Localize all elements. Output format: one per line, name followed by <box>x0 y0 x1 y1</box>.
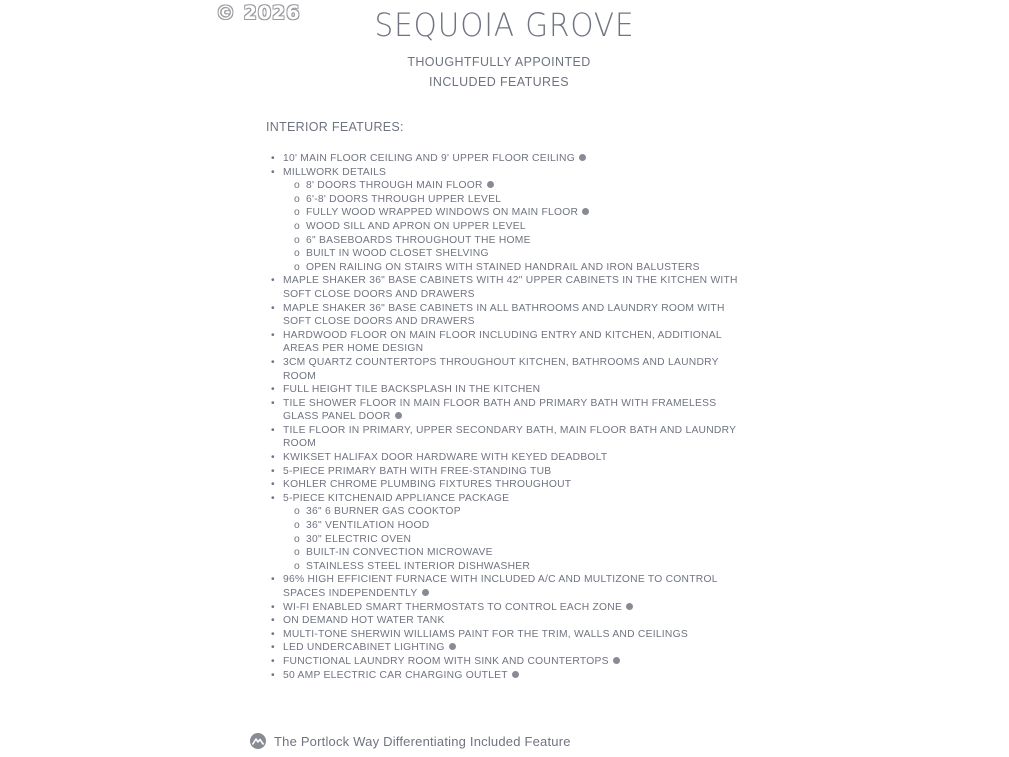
bullet-marker: • <box>271 153 275 164</box>
feature-text: 5-PIECE KITCHENAID APPLIANCE PACKAGE <box>283 492 510 504</box>
feature-text: 8' DOORS THROUGH MAIN FLOOR <box>306 180 483 192</box>
feature-item <box>271 465 751 479</box>
feature-text: 30" ELECTRIC OVEN <box>306 533 412 545</box>
bullet-marker: • <box>271 424 275 436</box>
feature-text: KOHLER CHROME PLUMBING FIXTURES THROUGHOUT <box>283 479 572 491</box>
bullet-marker: • <box>271 302 275 314</box>
subtitle-line-1: THOUGHTFULLY APPOINTED <box>407 55 591 69</box>
feature-item <box>271 641 751 655</box>
bullet-marker: • <box>271 642 275 654</box>
bullet-marker: • <box>271 397 275 409</box>
feature-sub-item <box>271 505 751 519</box>
bullet-marker: • <box>271 166 275 178</box>
feature-item <box>271 573 751 600</box>
bullet-marker: • <box>271 384 275 396</box>
feature-text: MILLWORK DETAILS <box>283 166 387 178</box>
feature-text: TILE FLOOR IN PRIMARY, UPPER SECONDARY BATH, MAIN FLOOR BATH AND LAUNDRY ROOM <box>283 424 737 450</box>
feature-text: KWIKSET HALIFAX DOOR HARDWARE WITH KEYED DEADBOLT <box>283 452 608 464</box>
feature-text: 6'-8' DOORS THROUGH UPPER LEVEL <box>306 193 502 205</box>
feature-item <box>271 397 751 424</box>
footer-legend <box>250 733 571 749</box>
feature-text: STAINLESS STEEL INTERIOR DISHWASHER <box>306 560 531 572</box>
feature-sub-item <box>271 247 751 261</box>
feature-text: ON DEMAND HOT WATER TANK <box>283 615 445 627</box>
feature-item <box>271 492 751 506</box>
feature-text: FULLY WOOD WRAPPED WINDOWS ON MAIN FLOOR <box>306 207 579 219</box>
bullet-marker: • <box>271 275 275 287</box>
feature-text: FULL HEIGHT TILE BACKSPLASH IN THE KITCHEN <box>283 384 541 396</box>
feature-text: 50 AMP ELECTRIC CAR CHARGING OUTLET <box>283 669 508 681</box>
feature-text: OPEN RAILING ON STAIRS WITH STAINED HANDRAIL AND IRON BALUSTERS <box>306 261 700 273</box>
feature-item <box>271 601 751 615</box>
feature-text: FUNCTIONAL LAUNDRY ROOM WITH SINK AND COUNTERTOPS <box>283 655 609 667</box>
bullet-marker: • <box>271 615 275 627</box>
copyright-watermark: © 2026 <box>216 2 301 24</box>
feature-list <box>271 152 751 682</box>
feature-text: 36" 6 BURNER GAS COOKTOP <box>306 506 461 518</box>
portlock-mountain-icon <box>250 733 266 749</box>
feature-text: 6" BASEBOARDS THROUGHOUT THE HOME <box>306 234 531 246</box>
feature-item <box>271 478 751 492</box>
feature-text: 5-PIECE PRIMARY BATH WITH FREE-STANDING TUB <box>283 465 552 477</box>
sub-bullet-marker: o <box>294 180 300 192</box>
feature-item <box>271 166 751 180</box>
feature-text: 36" VENTILATION HOOD <box>306 520 430 532</box>
feature-sub-item <box>271 261 751 275</box>
portlock-mountain-icon <box>626 603 633 610</box>
portlock-mountain-icon <box>449 643 456 650</box>
feature-sub-item <box>271 193 751 207</box>
sub-bullet-marker: o <box>294 220 300 232</box>
section-title: INTERIOR FEATURES: <box>266 120 404 134</box>
sub-bullet-marker: o <box>294 520 300 532</box>
portlock-mountain-icon <box>422 589 429 596</box>
feature-item <box>271 274 751 301</box>
feature-item <box>271 356 751 383</box>
bullet-marker: • <box>271 452 275 464</box>
feature-text: MAPLE SHAKER 36" BASE CABINETS WITH 42" UPPER CABINETS IN THE KITCHEN WITH SOFT CLOSE DOORS AND DRAWERS <box>283 275 738 300</box>
portlock-mountain-icon <box>512 671 519 678</box>
bullet-marker: • <box>271 601 275 613</box>
feature-sub-item <box>271 560 751 574</box>
feature-sub-item <box>271 206 751 220</box>
feature-item <box>271 628 751 642</box>
portlock-mountain-icon <box>582 208 589 215</box>
portlock-mountain-icon <box>613 657 620 664</box>
bullet-marker: • <box>271 356 275 368</box>
feature-sub-item <box>271 546 751 560</box>
feature-text: HARDWOOD FLOOR ON MAIN FLOOR INCLUDING ENTRY AND KITCHEN, ADDITIONAL AREAS PER HOME DESIGN <box>283 329 722 355</box>
feature-text: WOOD SILL AND APRON ON UPPER LEVEL <box>306 220 526 232</box>
feature-sub-item <box>271 533 751 547</box>
sub-bullet-marker: o <box>294 560 300 572</box>
feature-item <box>271 383 751 397</box>
feature-item <box>271 329 751 356</box>
feature-item <box>271 302 751 329</box>
feature-item <box>271 451 751 465</box>
feature-sub-item <box>271 179 751 193</box>
bullet-marker: • <box>271 628 275 640</box>
bullet-marker: • <box>271 669 275 681</box>
sub-bullet-marker: o <box>294 547 300 559</box>
bullet-marker: • <box>271 574 275 586</box>
bullet-marker: • <box>271 655 275 667</box>
bullet-marker: • <box>271 492 275 504</box>
feature-item <box>271 424 751 451</box>
feature-text: BUILT IN WOOD CLOSET SHELVING <box>306 248 489 260</box>
sub-bullet-marker: o <box>294 248 300 260</box>
feature-item <box>271 655 751 669</box>
sub-bullet-marker: o <box>294 533 300 545</box>
feature-text: MULTI-TONE SHERWIN WILLIAMS PAINT FOR THE TRIM, WALLS AND CEILINGS <box>283 628 688 640</box>
feature-text: 3CM QUARTZ COUNTERTOPS THROUGHOUT KITCHEN, BATHROOMS AND LAUNDRY ROOM <box>283 356 719 382</box>
feature-sub-item <box>271 519 751 533</box>
bullet-marker: • <box>271 479 275 491</box>
feature-text: BUILT-IN CONVECTION MICROWAVE <box>306 547 493 559</box>
portlock-mountain-icon <box>579 154 586 161</box>
feature-text: WI-FI ENABLED SMART THERMOSTATS TO CONTROL EACH ZONE <box>283 601 623 613</box>
page-title: SEQUOIA GROVE <box>374 6 635 44</box>
subtitle-line-2: INCLUDED FEATURES <box>429 75 569 89</box>
feature-sub-item <box>271 220 751 234</box>
bullet-marker: • <box>271 329 275 341</box>
sub-bullet-marker: o <box>294 193 300 205</box>
sub-bullet-marker: o <box>294 506 300 518</box>
sub-bullet-marker: o <box>294 234 300 246</box>
feature-item <box>271 152 751 166</box>
feature-text: 10' MAIN FLOOR CEILING AND 9' UPPER FLOOR CEILING <box>283 153 575 164</box>
footer-text: The Portlock Way Differentiating Included Feature <box>274 733 571 749</box>
portlock-mountain-icon <box>487 181 494 188</box>
sub-bullet-marker: o <box>294 207 300 219</box>
portlock-mountain-icon <box>395 412 402 419</box>
bullet-marker: • <box>271 465 275 477</box>
sub-bullet-marker: o <box>294 261 300 273</box>
feature-text: 96% HIGH EFFICIENT FURNACE WITH INCLUDED A/C AND MULTIZONE TO CONTROL SPACES INDEPENDENTLY <box>283 574 718 599</box>
feature-item <box>271 669 751 683</box>
feature-text: TILE SHOWER FLOOR IN MAIN FLOOR BATH AND PRIMARY BATH WITH FRAMELESS GLASS PANEL DOOR <box>283 397 717 423</box>
feature-sub-item <box>271 234 751 248</box>
feature-text: MAPLE SHAKER 36" BASE CABINETS IN ALL BATHROOMS AND LAUNDRY ROOM WITH SOFT CLOSE DOORS AND DRAWERS <box>283 302 725 328</box>
feature-text: LED UNDERCABINET LIGHTING <box>283 642 445 654</box>
feature-item <box>271 614 751 628</box>
